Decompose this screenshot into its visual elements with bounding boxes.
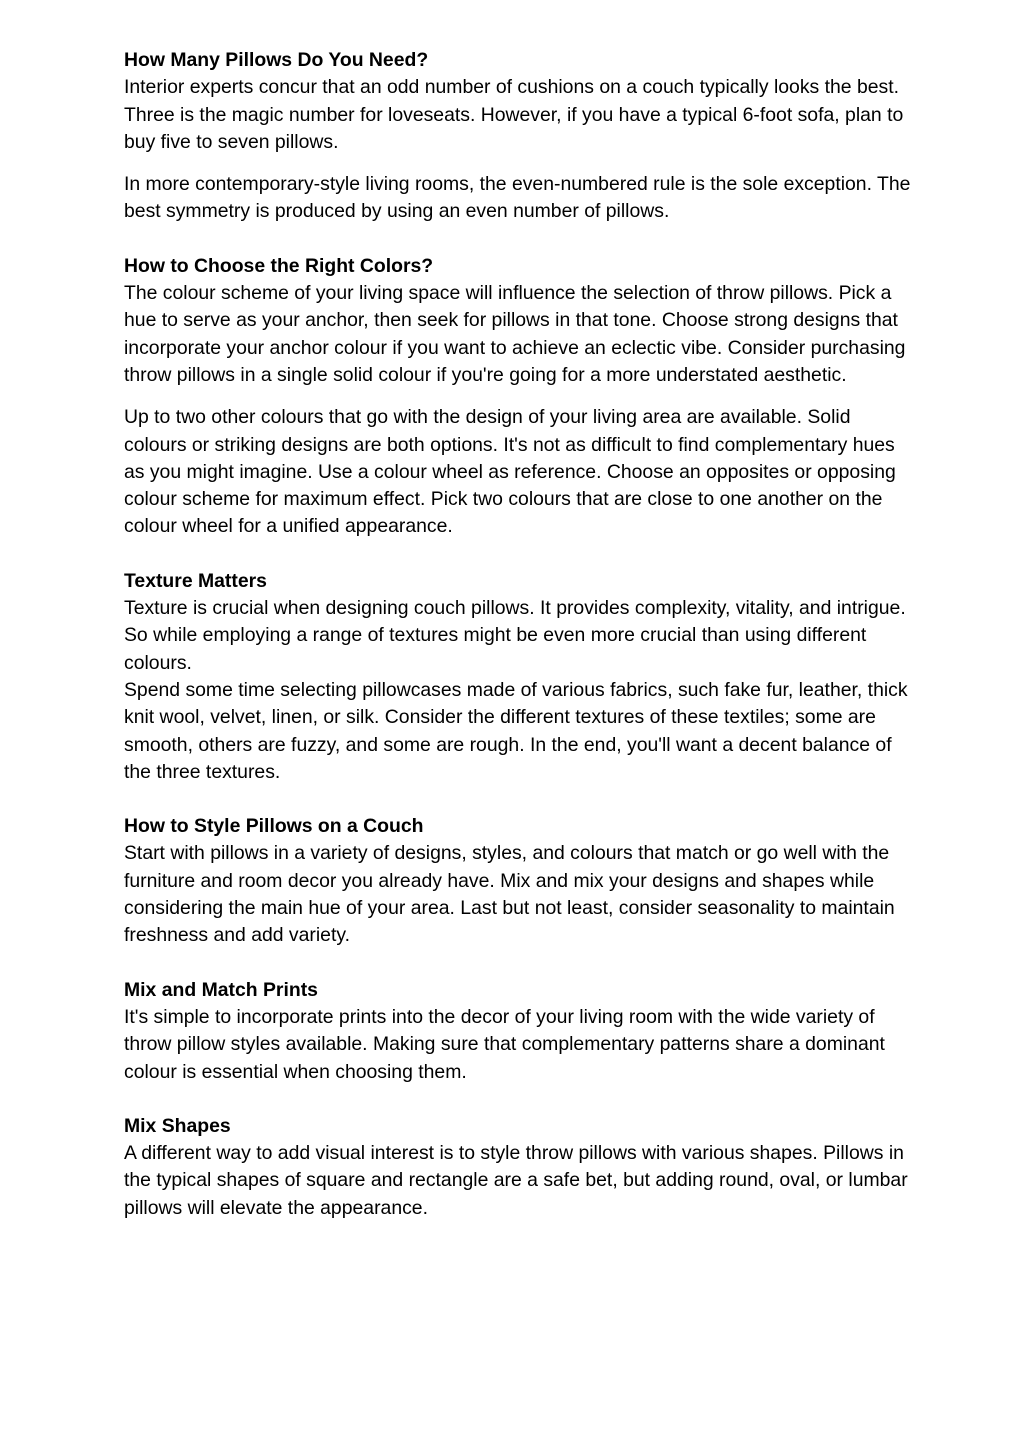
paragraph: It's simple to incorporate prints into the decor of your living room with the wide variety of throw pillow styles available. Making sure that complementary patterns share a dominant colour is essential when choosing them. bbox=[124, 1005, 885, 1083]
paragraph: In more contemporary-style living rooms, the even-numbered rule is the sole exception. The best symmetry is produced by using an even number of pillows. bbox=[124, 173, 911, 223]
paragraph: Interior experts concur that an odd number of cushions on a couch typically looks the best. Three is the magic number for loveseats. However, if you have a typical 6-foot sofa, plan to buy five to seven pillows. bbox=[124, 76, 904, 153]
paragraph: Start with pillows in a variety of designs, styles, and colours that match or go well with the furniture and room decor you already have. Mix and mix your designs and shapes while considering the main hue of your area. Last but not least, consider seasonality to maintain freshness and add variety. bbox=[124, 842, 895, 947]
paragraph: The colour scheme of your living space will influence the selection of throw pillows. Pick a hue to serve as your anchor, then seek for pillows in that tone. Choose strong designs that incorporate your anchor colour if you want to achieve an eclectic vibe. Consider purchasing throw pillows in a single solid colour if you're going for a more understated aesthetic. bbox=[124, 282, 906, 386]
paragraph: Texture is crucial when designing couch pillows. It provides complexity, vitality, and intrigue. So while employing a range of textures might be even more crucial than using different colours. bbox=[124, 597, 906, 674]
section-texture bbox=[124, 568, 914, 786]
section-heading: How Many Pillows Do You Need? bbox=[124, 49, 429, 71]
section-style-pillows bbox=[124, 813, 914, 949]
section-heading: Texture Matters bbox=[124, 569, 267, 592]
section-mix-prints bbox=[124, 977, 914, 1086]
section-pillow-count bbox=[124, 47, 914, 226]
section-mix-shapes bbox=[124, 1113, 914, 1222]
paragraph: Up to two other colours that go with the design of your living area are available. Solid colours or striking designs are both options. It's not as difficult to find complementary hues as you might imagine. Use a colour wheel as reference. Choose an opposites or opposing colour scheme for maximum effect. Pick two colours that are close to one another on the colour wheel for a unified appearance. bbox=[124, 406, 896, 538]
document-page bbox=[124, 47, 914, 1222]
section-heading: How to Choose the Right Colors? bbox=[124, 254, 434, 277]
paragraph: A different way to add visual interest is to style throw pillows with various shapes. Pillows in the typical shapes of square and rectangle are a safe bet, but adding round, oval, or lumbar pillows will elevate the appearance. bbox=[124, 1142, 908, 1219]
paragraph: Spend some time selecting pillowcases made of various fabrics, such fake fur, leather, thick knit wool, velvet, linen, or silk. Consider the different textures of these textiles; some are smooth, others are fuzzy, and some are rough. In the end, you'll want a decent balance of the three textures. bbox=[124, 678, 908, 783]
section-colors bbox=[124, 253, 914, 541]
section-heading: Mix Shapes bbox=[124, 1114, 231, 1137]
section-heading: How to Style Pillows on a Couch bbox=[124, 815, 424, 838]
section-heading: Mix and Match Prints bbox=[124, 978, 318, 1001]
